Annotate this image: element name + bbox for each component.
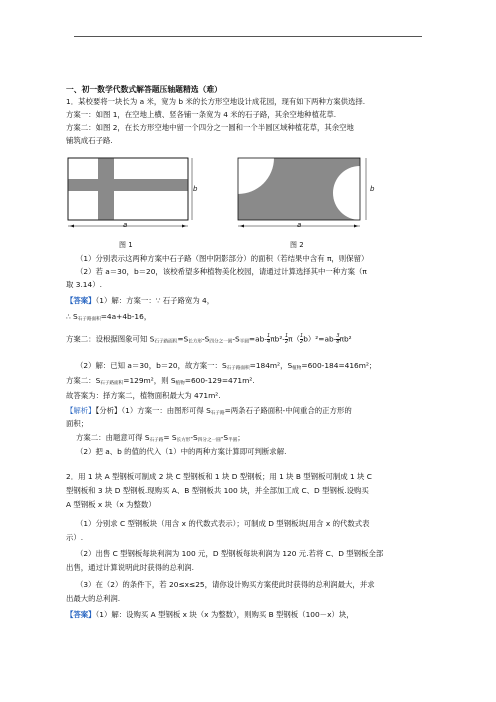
q1-stem: 1．某校要将一块长为 a 米，宽为 b 米的长方形空地设计成花园，现有如下两种方案供选择.: [66, 97, 366, 106]
q1-part2: （2）若 a＝30，b＝20，该校希望多种植物美化校园，请通过计算选择其中一种方案（π: [76, 267, 367, 276]
q1-solution-line1: （2）解：已知 a＝30，b＝20，故方案一：$S_{石子路面积}=184m^2$，$S_{植物}=600-184=416m^2$；: [76, 361, 377, 371]
fraction-three-eighths: $\frac{3}{8}$: [336, 333, 340, 345]
fraction-one-quarter: $\frac{1}{4}$: [267, 333, 271, 345]
q1-answer-line1: [66, 296, 214, 306]
q1-plan2: 方案二：如图 2，在长方形空地中留一个四分之一圆和一个半圆区域种植花草，其余空地: [66, 123, 354, 132]
q1-analysis-line4: （2）把 a、b 的值的代入（1）中的两种方案计算即可判断求解.: [76, 447, 287, 456]
q2-stem-line3: A 型钢板 x 块（x 为整数）: [66, 500, 156, 509]
q2-stem-line2: 型钢板和 3 块 D 型钢板.现购买 A、B 型钢板共 100 块，并全部加工成 C、D 型钢板.设购买: [66, 486, 369, 495]
q2-part3: （3）在（2）的条件下，若 20≤x≤25，请你设计购买方案使此时获得的总利润最大，并求: [76, 580, 375, 589]
figure-2-label-a: a: [297, 221, 302, 229]
header-rule: [74, 36, 422, 37]
q2-answer-text: （1）解：设购买 A 型钢板 x 块（x 为整数），则购买 B 型钢板（100－x）块，: [95, 610, 354, 619]
q2-answer-tag: 【答案】: [66, 610, 96, 619]
section-title: 一、初一数学代数式解答题压轴题精选（难）: [66, 85, 222, 94]
q1-part2-cont: 取 3.14）.: [66, 280, 102, 289]
q2-part2: （2）出售 C 型钢板每块利润为 100 元，D 型钢板每块利润为 120 元.若将 C、D 型钢板全部: [76, 549, 384, 558]
q1-analysis-line2: 面积；: [66, 419, 89, 428]
q1-solution-conclusion: 故答案为：择方案二，植物面积最大为 471m².: [66, 391, 221, 400]
figure-1-label-a: a: [123, 221, 128, 229]
q2-part3-cont: 出最大的总利润.: [66, 594, 121, 603]
figure-2-caption: 图 2: [290, 241, 304, 249]
q1-part1: （1）分别表示这两种方案中石子路（图中阴影部分）的面积（若结果中含有 π，则保留）: [76, 254, 369, 263]
figure-1: [66, 155, 216, 233]
q2-part1: （1）分别求 C 型钢板块（用含 x 的代数式表示）；可制成 D 型钢板块[用含 x 的代数式表: [76, 519, 370, 528]
fraction-one-half: $\frac{1}{2}$: [284, 333, 289, 345]
figure-2-label-b: b: [370, 185, 375, 193]
q1-analysis-line3: 方案二：由题意可得 $S_{石子路}= S_{长方形}-S_{四分之一圆}-S_{半圆}$；: [76, 433, 245, 443]
q2-part1-cont: 示）.: [66, 533, 84, 542]
answer-text: （1）解：方案一：∵ 石子路宽为 4，: [95, 296, 215, 305]
q1-answer-line2: ∴ $S_{石子路面积}=4a+4b-16$，: [66, 312, 152, 322]
answer-tag: 【答案】: [66, 296, 96, 305]
analysis-tag: 【解析】: [66, 406, 96, 415]
q2-stem-line1: 2．用 1 块 A 型钢板可制成 2 块 C 型钢板和 1 块 D 型钢板；用 1 块 B 型钢板可制成 1 块 C: [66, 472, 372, 481]
figure-1-caption: 图 1: [119, 241, 133, 249]
q1-plan2-cont: 铺筑成石子路.: [66, 136, 113, 145]
figure-1-label-b: b: [193, 185, 198, 193]
fraction-one-half-b: $\frac{1}{2}$: [300, 333, 304, 345]
q2-part2-cont: 出售，通过计算说明此时获得的总利润.: [66, 563, 194, 572]
q1-plan1: 方案一：如图 1，在空地上横、竖各铺一条宽为 4 米的石子路，其余空地种植花草.: [66, 110, 337, 119]
q1-analysis-line1: 【解析】【分析】（1）方案一：由图形可得 $S_{石子路}=$两条石子路面积-中间重合的正方形的: [66, 406, 352, 416]
q1-solution-line2: 方案二：$S_{石子路面积}=129m^2$，则 $S_{植物}=600-129=471m^2$.: [66, 376, 255, 386]
figure-2: [234, 155, 384, 233]
q2-answer-line1: [66, 610, 354, 620]
q1-answer-plan2: 方案二：设根据图象可知 $S_{石子路面积}=S_{长方形}-S_{四分之一圆}-S_{半圆}=ab-$ $\frac{1}{4}$ πb²- $\frac{1}{2}$ π（ $\frac{1}{2}$ b）²=ab- $\frac{3}{8}$ πb²: [66, 333, 352, 345]
